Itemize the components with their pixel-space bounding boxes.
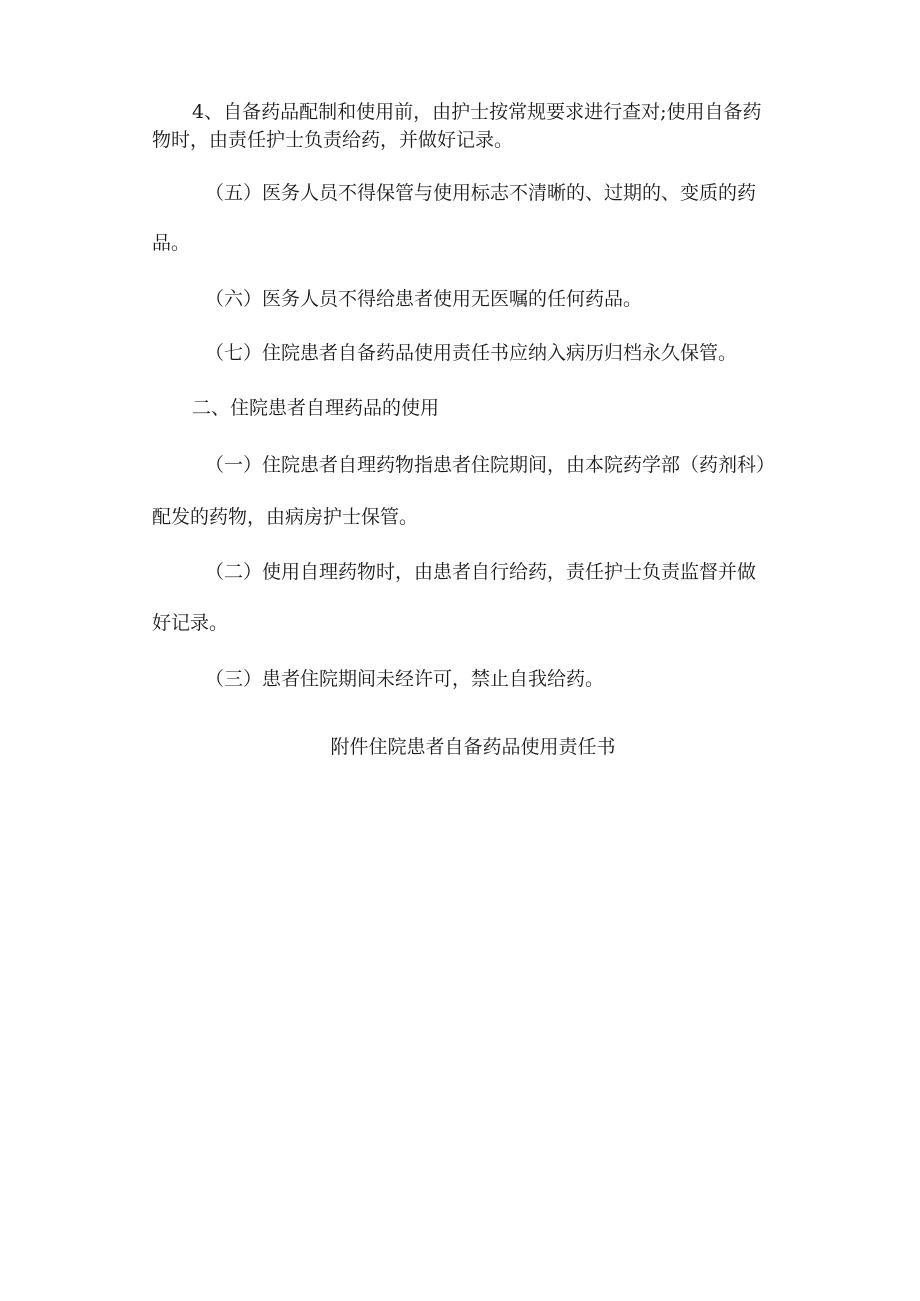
attachment-title: 附件住院患者自备药品使用责任书	[330, 736, 616, 758]
paragraph-item-4-line-2: 物时，由责任护士负责给药，并做好记录。	[152, 129, 514, 151]
paragraph-section-2-item-3: （三）患者住院期间未经许可，禁止自我给药。	[205, 668, 605, 690]
paragraph-section-2-item-1-line-2: 配发的药物，由病房护士保管。	[152, 506, 419, 528]
paragraph-item-5-line-2: 品。	[152, 232, 191, 254]
section-heading-2: 二、住院患者自理药品的使用	[192, 397, 440, 419]
paragraph-item-7: （七）住院患者自备药品使用责任书应纳入病历归档永久保管。	[205, 342, 738, 364]
paragraph-section-2-item-1-line-1: （一）住院患者自理药物指患者住院期间，由本院药学部（药剂科）	[205, 454, 776, 476]
paragraph-item-4-line-1: 4、自备药品配制和使用前，由护士按常规要求进行查对;使用自备药	[192, 101, 762, 123]
paragraph-item-5-line-1: （五）医务人员不得保管与使用标志不清晰的、过期的、变质的药	[205, 182, 757, 204]
paragraph-section-2-item-2-line-1: （二）使用自理药物时，由患者自行给药，责任护士负责监督并做	[205, 561, 757, 583]
paragraph-item-6: （六）医务人员不得给患者使用无医嘱的任何药品。	[205, 288, 643, 310]
paragraph-section-2-item-2-line-2: 好记录。	[152, 612, 229, 634]
